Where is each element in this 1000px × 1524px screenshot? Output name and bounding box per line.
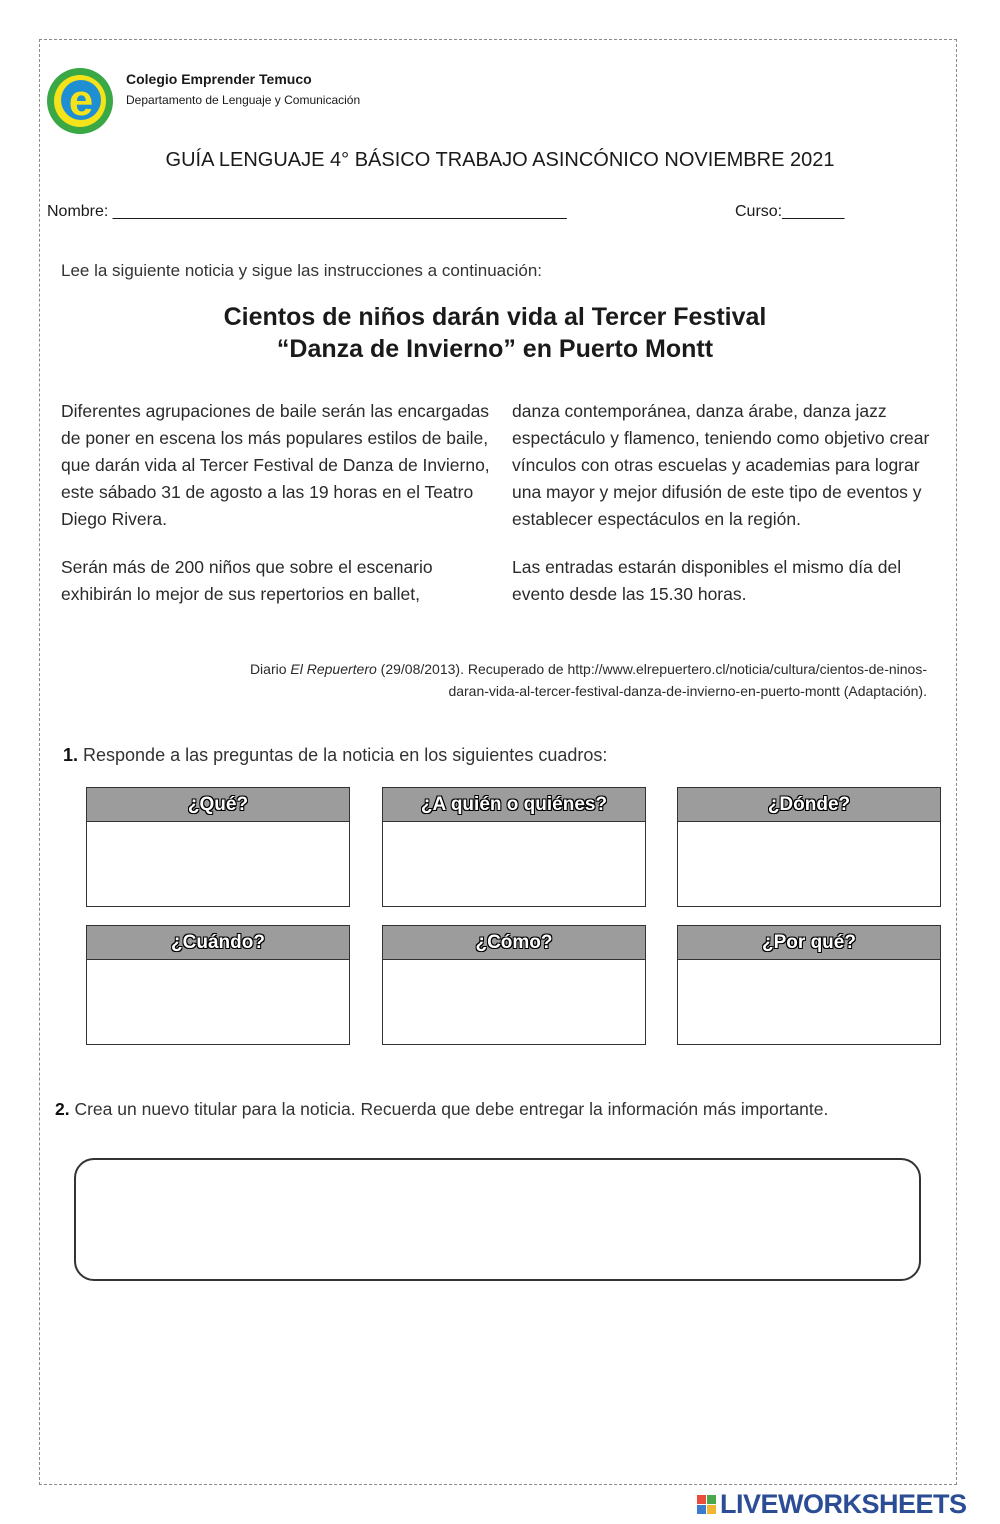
liveworksheets-icon bbox=[697, 1495, 716, 1514]
school-department: Departamento de Lenguaje y Comunicación bbox=[126, 93, 361, 107]
logo-letter: e bbox=[68, 76, 94, 125]
news-paragraph: Las entradas estarán disponibles el mismo día del evento desde las 15.30 horas. bbox=[512, 557, 902, 604]
answer-box-quien[interactable] bbox=[382, 787, 646, 907]
news-paragraph: Serán más de 200 niños que sobre el escenario exhibirán lo mejor de sus repertorios en ballet, bbox=[61, 557, 433, 604]
news-column-left bbox=[61, 398, 491, 608]
school-name: Colegio Emprender Temuco bbox=[126, 71, 312, 87]
answer-box-header: ¿Cómo? bbox=[383, 926, 645, 960]
answer-box-header: ¿Cuándo? bbox=[87, 926, 349, 960]
new-headline-answer-box[interactable] bbox=[74, 1158, 921, 1281]
liveworksheets-watermark bbox=[697, 1490, 967, 1518]
liveworksheets-text: LIVEWORKSHEETS bbox=[720, 1488, 967, 1519]
answer-box-como[interactable] bbox=[382, 925, 646, 1045]
answer-box-por-que[interactable] bbox=[677, 925, 941, 1045]
guide-title: GUÍA LENGUAJE 4° BÁSICO TRABAJO ASINCÓNICO NOVIEMBRE 2021 bbox=[165, 149, 835, 171]
answer-box-que[interactable] bbox=[86, 787, 350, 907]
answer-box-header: ¿Dónde? bbox=[678, 788, 940, 822]
school-logo bbox=[46, 67, 114, 135]
answer-box-cuando[interactable] bbox=[86, 925, 350, 1045]
answer-box-header: ¿A quién o quiénes? bbox=[383, 788, 645, 822]
news-source-citation: Diario El Repuertero (29/08/2013). Recuperado de http://www.elrepuertero.cl/noticia/cultura/cientos-de-ninos- daran-vida-al-tercer-festival-danza-de-invierno-en-puerto-montt (Adaptación). bbox=[249, 661, 927, 699]
answer-box-header: ¿Por qué? bbox=[678, 926, 940, 960]
news-paragraph: Diferentes agrupaciones de baile serán las encargadas de poner en escena los más populares estilos de baile, que darán vida al Tercer Festival de Danza de Invierno, este sábado 31 de agosto a las 19 horas en el Teatro Diego Rivera. bbox=[61, 401, 490, 529]
headline-line-2: “Danza de Invierno” en Puerto Montt bbox=[276, 335, 714, 363]
answer-box-header: ¿Qué? bbox=[87, 788, 349, 822]
news-column-right bbox=[512, 398, 942, 608]
instructions-text: Lee la siguiente noticia y sigue las instrucciones a continuación: bbox=[61, 261, 543, 280]
name-field[interactable]: Nombre: ___________________________________________________ bbox=[47, 203, 567, 220]
course-field[interactable]: Curso:_______ bbox=[735, 203, 845, 220]
headline-line-1: Cientos de niños darán vida al Tercer Festival bbox=[223, 303, 767, 331]
answer-box-donde[interactable] bbox=[677, 787, 941, 907]
question-1: 1. Responde a las preguntas de la noticia en los siguientes cuadros: bbox=[63, 745, 608, 765]
news-headline bbox=[0, 301, 990, 365]
news-paragraph: danza contemporánea, danza árabe, danza jazz espectáculo y flamenco, teniendo como objetivo crear vínculos con otras escuelas y academias para lograr una mayor y mejor difusión de este tipo de eventos y establecer espectáculos en la región. bbox=[512, 401, 930, 529]
question-2: 2. Crea un nuevo titular para la noticia. Recuerda que debe entregar la información más importante. bbox=[55, 1099, 829, 1119]
